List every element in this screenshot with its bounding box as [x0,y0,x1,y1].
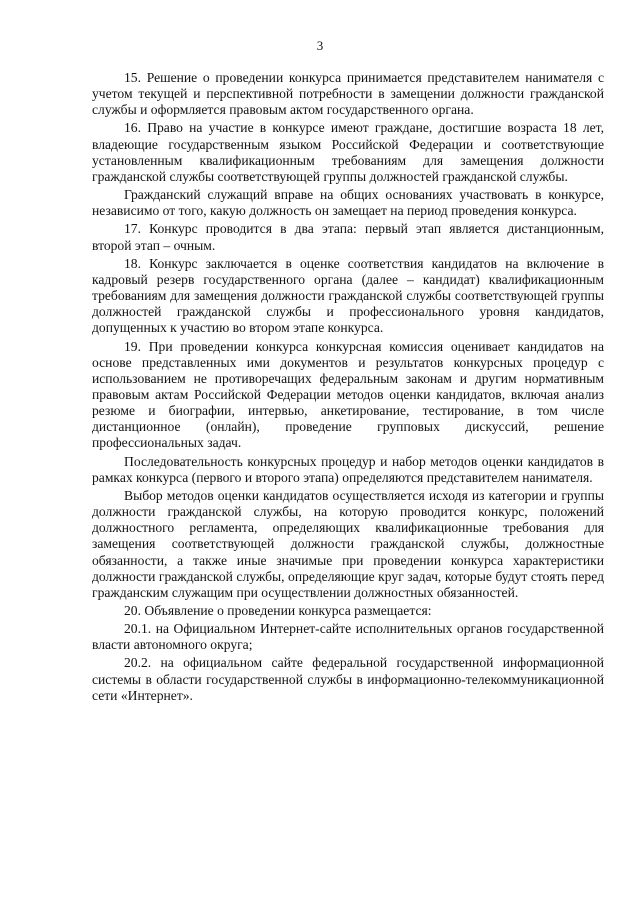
paragraph-19: 19. При проведении конкурса конкурсная комиссия оценивает кандидатов на основе представленных ими документов и результатов конкурсных процедур с использованием не противоречащих федеральным законам и другим нормативным правовым актам Российской Федерации методов оценки кандидатов, включая анализ резюме и биографии, интервью, анкетирование, тестирование, в том числе дистанционное (онлайн), проведение групповых дискуссий, решение профессиональных задач. [92,338,604,451]
document-body [92,70,604,706]
paragraph-16-civil-servant: Гражданский служащий вправе на общих основаниях участвовать в конкурсе, независимо от того, какую должность он замещает на период проведения конкурса. [92,187,604,219]
paragraph-20: 20. Объявление о проведении конкурса размещается: [124,603,432,618]
paragraph-20-2: 20.2. на официальном сайте федеральной государственной информационной системы в области государственной службы в информационно-телекоммуникационной сети «Интернет». [92,655,604,703]
paragraph-20-1: 20.1. на Официальном Интернет-сайте исполнительных органов государственной власти автономного округа; [92,621,604,653]
paragraph-15: 15. Решение о проведении конкурса принимается представителем нанимателя с учетом текущей и перспективной потребности в замещении должности гражданской службы и оформляется правовым актом государственного органа. [92,70,604,118]
paragraph-17: 17. Конкурс проводится в два этапа: первый этап является дистанционным, второй этап – очным. [92,221,604,253]
paragraph-16: 16. Право на участие в конкурсе имеют граждане, достигшие возраста 18 лет, владеющие государственным языком Российской Федерации и соответствующие установленным квалификационным требованиям для замещения должности гражданской службы соответствующей группы должностей гражданской службы. [92,120,604,184]
paragraph-19-sequence: Последовательность конкурсных процедур и набор методов оценки кандидатов в рамках конкурса (первого и второго этапа) определяются представителем нанимателя. [92,453,604,485]
paragraph-19-methods: Выбор методов оценки кандидатов осуществляется исходя из категории и группы должности гражданской службы, на которую проводится конкурс, положений должностного регламента, определяющих квалификационные требования для замещения соответствующей должности гражданской службы, должностные обязанности, а также иные значимые при проведении конкурса характеристики должности гражданской службы, определяющие круг задач, которые будут стоять перед гражданским служащим при осуществлении должностных обязанностей. [92,487,604,600]
paragraph-18: 18. Конкурс заключается в оценке соответствия кандидатов на включение в кадровый резерв государственного органа (далее – кандидат) квалификационным требованиям для замещения должности гражданской службы соответствующей группы должностей гражданской службы и профессионального уровня кандидатов, допущенных к участию во втором этапе конкурса. [92,255,604,336]
page-number: 3 [316,38,324,53]
